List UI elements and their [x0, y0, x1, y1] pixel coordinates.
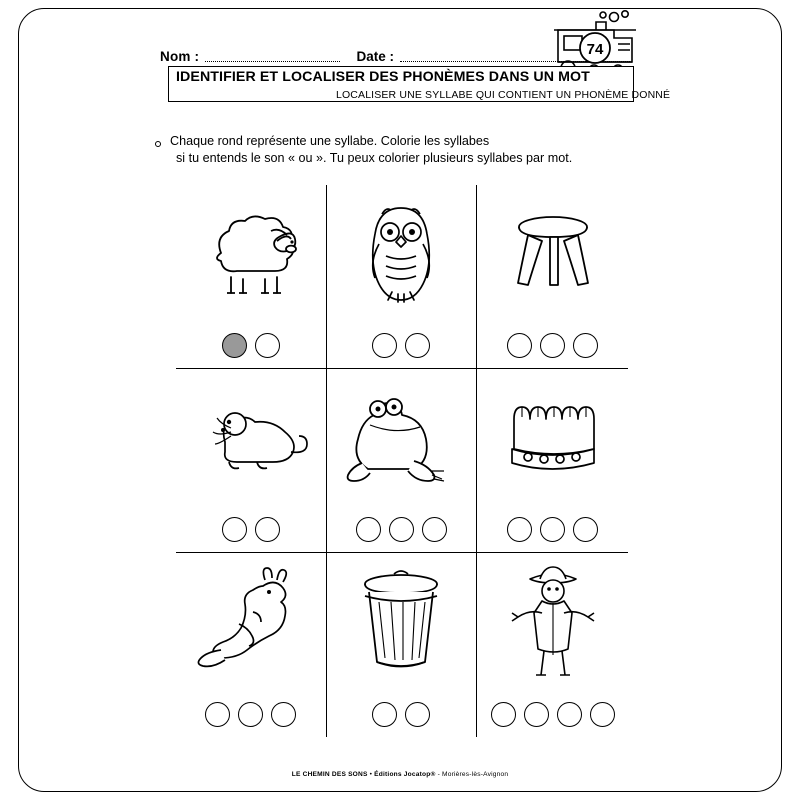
exercise-cell-tabouret: [477, 185, 628, 369]
scarecrow-illustration: [498, 561, 608, 677]
syllable-circle[interactable]: [507, 333, 532, 358]
syllable-circle[interactable]: [422, 517, 447, 542]
syllable-circle[interactable]: [524, 702, 549, 727]
exercise-cell-poubelle: [327, 553, 478, 737]
syllable-circle[interactable]: [255, 517, 280, 542]
instruction-line-1: Chaque rond représente une syllabe. Colorie les syllabes: [170, 134, 490, 148]
page-title: IDENTIFIER ET LOCALISER DES PHONÈMES DANS UN MOT: [176, 69, 590, 85]
exercise-cell-souris: [176, 369, 327, 553]
syllable-circles: [477, 333, 628, 358]
footer-publisher: Éditions Jocatop®: [374, 771, 436, 778]
footer-collection: LE CHEMIN DES SONS: [291, 771, 368, 778]
name-label: Nom :: [160, 49, 200, 64]
mouse-illustration: [191, 377, 311, 493]
syllable-circle[interactable]: [222, 333, 247, 358]
footer-location: - Morières-lès-Avignon: [437, 771, 509, 778]
syllable-circles: [327, 702, 477, 727]
syllable-circle[interactable]: [389, 517, 414, 542]
crown-illustration: [498, 377, 608, 493]
syllable-circle[interactable]: [222, 517, 247, 542]
syllable-circle[interactable]: [205, 702, 230, 727]
exercise-cell-mouton: [176, 185, 327, 369]
syllable-circle[interactable]: [372, 333, 397, 358]
exercise-cell-couronne: [477, 369, 628, 553]
syllable-circles: [176, 333, 326, 358]
syllable-circles: [176, 517, 326, 542]
syllable-circle[interactable]: [557, 702, 582, 727]
syllable-circle[interactable]: [238, 702, 263, 727]
syllable-circle[interactable]: [405, 702, 430, 727]
syllable-circle[interactable]: [573, 517, 598, 542]
syllable-circles: [327, 517, 477, 542]
syllable-circles: [327, 333, 477, 358]
exercise-cell-grenouille: [327, 369, 478, 553]
instruction-text: [170, 133, 640, 167]
instruction-bullet-icon: [155, 141, 161, 147]
syllable-circles: [176, 702, 326, 727]
frog-illustration: [336, 377, 466, 493]
stool-illustration: [498, 193, 608, 309]
owl-illustration: [346, 193, 456, 309]
footer-separator: •: [369, 771, 373, 778]
name-input-line[interactable]: [205, 49, 340, 62]
syllable-circle[interactable]: [573, 333, 598, 358]
exercise-cell-hibou: [327, 185, 478, 369]
syllable-circle[interactable]: [540, 333, 565, 358]
exercise-cell-epouvantail: [477, 553, 628, 737]
syllable-circles: [477, 517, 628, 542]
syllable-circle[interactable]: [405, 333, 430, 358]
trash-can-illustration: [346, 561, 456, 677]
syllable-circle[interactable]: [491, 702, 516, 727]
exercise-cell-kangourou: [176, 553, 327, 737]
syllable-circle[interactable]: [540, 517, 565, 542]
syllable-circle[interactable]: [356, 517, 381, 542]
kangaroo-illustration: [191, 561, 311, 677]
footer: [0, 771, 800, 778]
syllable-circle[interactable]: [372, 702, 397, 727]
syllable-circle[interactable]: [590, 702, 615, 727]
exercise-grid: [176, 185, 628, 737]
page-subtitle: LOCALISER UNE SYLLABE QUI CONTIENT UN PHONÈME DONNÉ: [336, 89, 671, 101]
sheep-illustration: [191, 193, 311, 309]
syllable-circle[interactable]: [507, 517, 532, 542]
syllable-circle[interactable]: [271, 702, 296, 727]
train-number: 74: [586, 41, 604, 58]
date-label: Date :: [356, 49, 394, 64]
instruction-line-2: si tu entends le son « ou ». Tu peux colorier plusieurs syllabes par mot.: [176, 151, 573, 165]
syllable-circles: [477, 702, 628, 727]
syllable-circle[interactable]: [255, 333, 280, 358]
